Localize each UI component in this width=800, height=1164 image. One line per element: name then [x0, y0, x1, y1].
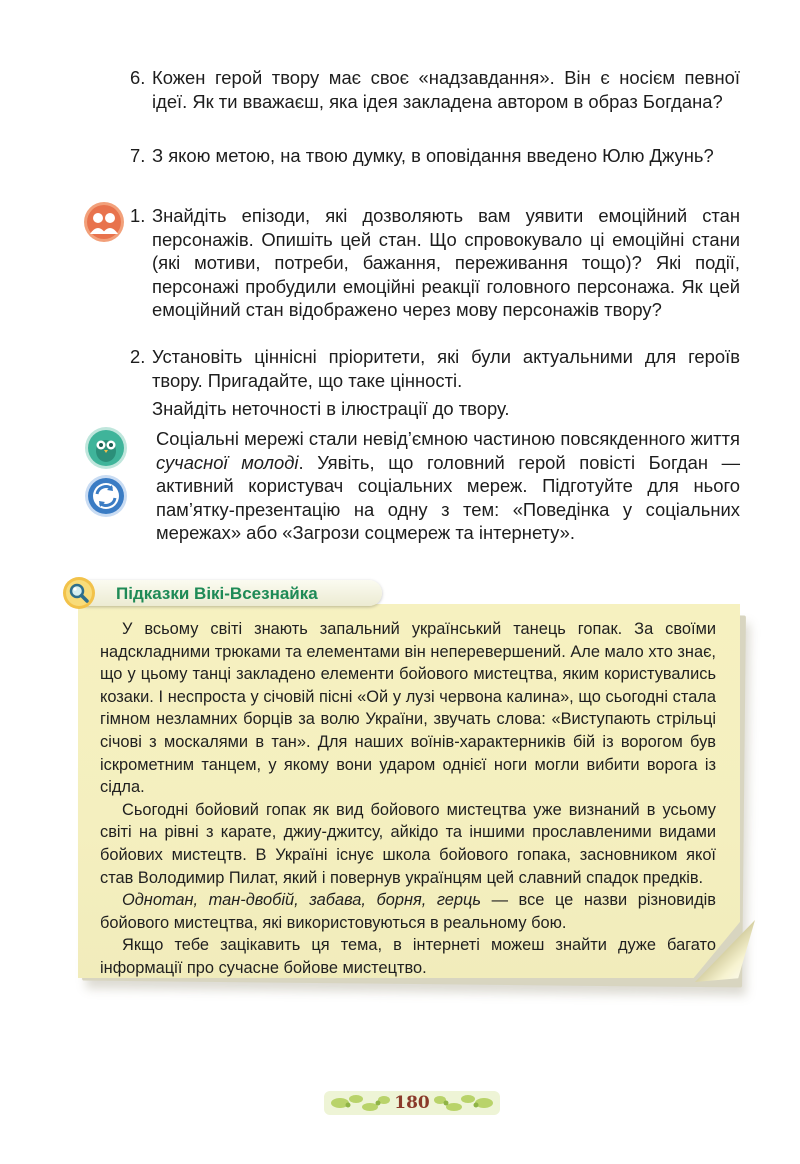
question-number: 7. — [130, 145, 146, 166]
question-7 — [130, 144, 740, 168]
question-6 — [130, 66, 740, 113]
task-text: Знайдіть епізоди, які дозволяють вам уявити емоційний стан персонажів. Опишіть цей стан. Що спровокувало ці емоційні стани (які мотиви, потреби, бажання, переживання тощо)? Які події, персонажі пробудили емоційні реакції головного персонажа. Як цей емоційний стан відображено через мову персонажів твору? — [152, 205, 740, 321]
page-footer — [322, 1085, 502, 1121]
task-number: 2. — [130, 346, 146, 367]
tips-paragraph-4: Якщо тебе зацікавить ця тема, в інтернеті можеш знайти дуже багато інформації про сучасне бойове мистецтво. — [100, 936, 716, 977]
tips-paragraph-3 — [100, 889, 716, 934]
tips-paragraph-3-rest: — все це назви різновидів бойового мистецтва, які використовуються в реальному бою. — [100, 891, 716, 932]
tips-title: Підказки Вікі-Всезнайка — [116, 584, 318, 603]
magnifier-icon — [62, 576, 96, 610]
illustration-task-text: Знайдіть неточності в ілюстрації до твору. — [152, 398, 510, 419]
task-number: 1. — [130, 205, 146, 226]
illustration-task — [152, 397, 740, 421]
question-text: З якою метою, на твою думку, в оповідання введено Юлю Джунь? — [152, 145, 714, 166]
project-task-part: . Уявіть, що головний герой повісті Богдан — активний користувач соціальних мереж. Підготуйте для нього пам’ятку-презентацію на одну з тем: «Поведінка у соціальних мережах» або «Загрози соцмереж та інтернету». — [156, 451, 740, 544]
task-text: Установіть ціннісні пріоритети, які були актуальними для героїв твору. Пригадайте, що таке цінності. — [152, 346, 740, 391]
cycle-icon — [84, 474, 128, 518]
project-task-part: Соціальні мережі стали невід’ємною частиною повсякденного життя — [156, 428, 740, 449]
group-task-1 — [130, 204, 740, 322]
project-task-italic: сучасної молоді — [156, 451, 299, 473]
group-icon — [83, 201, 125, 243]
owl-icon — [84, 426, 128, 470]
page-number: 180 — [394, 1093, 430, 1113]
tips-paragraph-2: Сьогодні бойовий гопак як вид бойового мистецтва уже визнаний в усьому світі на рівні з карате, джиу-джитсу, айкідо та іншими прославленими видами бойових мистецтв. В Україні існує школа бойового гопака, засновником якої став Володимир Пилат, який і повернув українцям цей славний спадок предків. — [100, 800, 716, 887]
tips-body — [100, 618, 716, 980]
group-task-2 — [130, 345, 740, 392]
tips-italic-terms: Однотан, тан-двобій, забава, борня, герць — [122, 891, 482, 910]
question-number: 6. — [130, 67, 146, 88]
tips-paragraph-1: У всьому світі знають запальний український танець гопак. За своїми надскладними трюками та елементами він неперевершений. Але мало хто знає, що у цьому танці закладено елементи бойового мистецтва, яким користувались козаки. І неспроста у січовій пісні «Ой у лузі червона калина», що сьогодні стала гімном незламних борців за волю України, звучать слова: «Виступають стрільці січові з москалями в тан». Для наших воїнів-характерників бій із ворогом був іскрометним танцем, у якому вони ударом однієї ноги могли вибити ворога із сідла. — [100, 620, 716, 797]
project-task-text — [156, 427, 740, 545]
question-text: Кожен герой твору має своє «надзавдання». Він є носієм певної ідеї. Як ти вважаєш, яка ідея закладена автором в образ Богдана? — [152, 67, 740, 112]
tips-header — [62, 576, 382, 610]
project-task — [156, 427, 740, 545]
